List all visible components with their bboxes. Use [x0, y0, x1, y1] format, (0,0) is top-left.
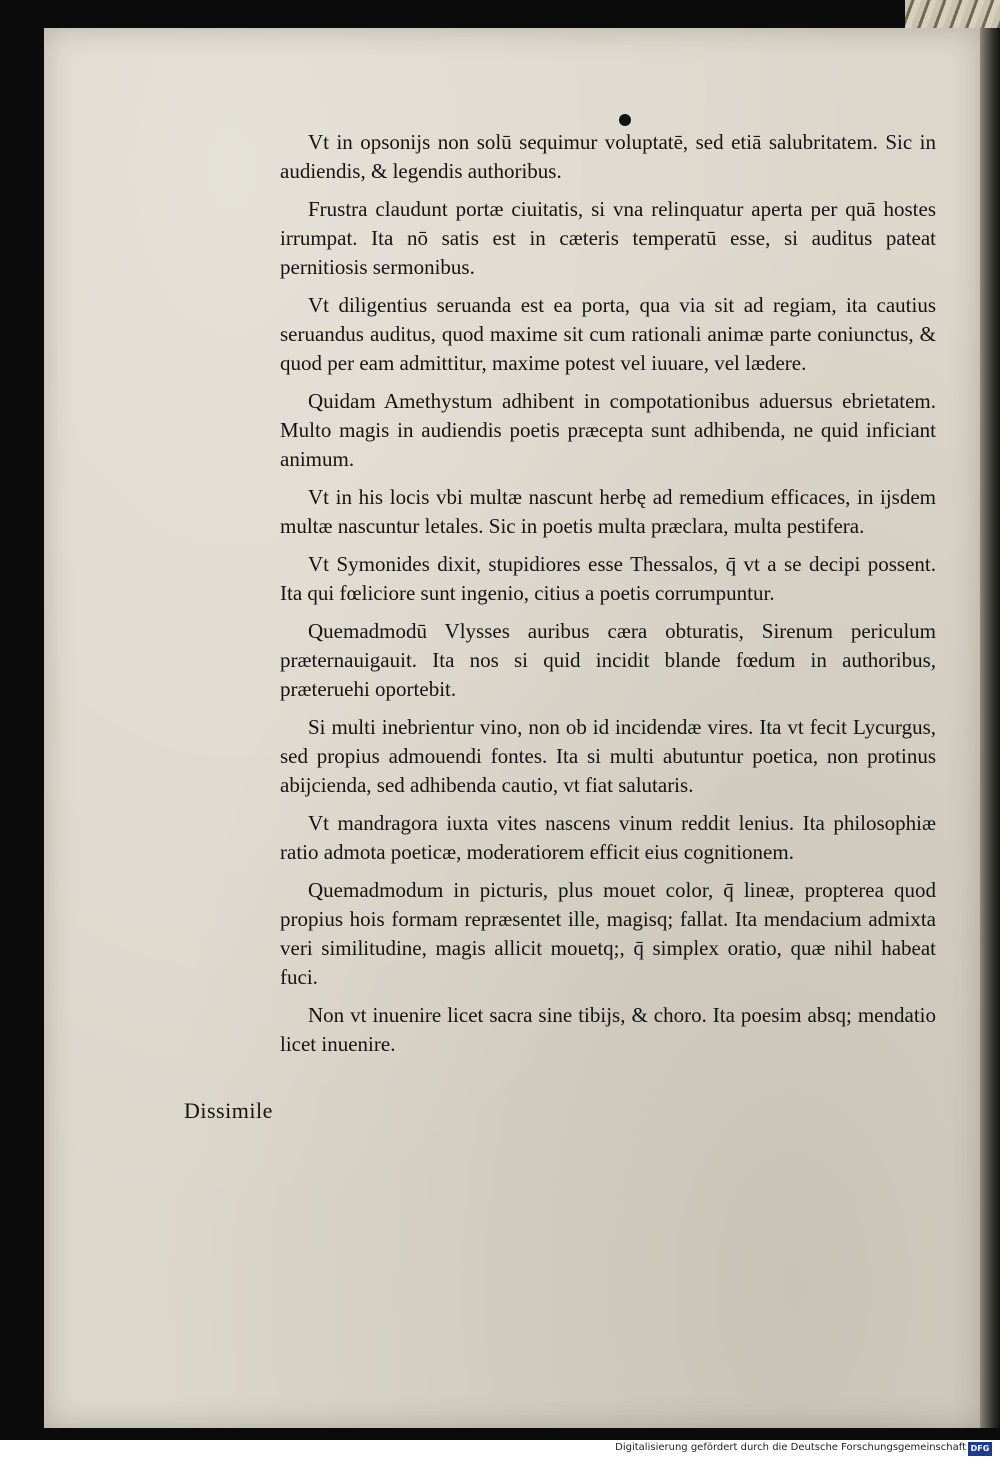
paragraph-1: Vt in opsonijs non solū sequimur voluptatē, sed etiā salubritatem. Sic in audiendis, & legendis authoribus. — [280, 130, 936, 183]
paragraph-10: Quemadmodum in picturis, plus mouet color, q̄ lineæ, propterea quod propius hois formam repræsentet ille, magisq; fallat. Ita mendacium admixta veri similitudine, magis allicit mouetq;, q̄ simplex oratio, quæ nihil habeat fuci. — [280, 878, 936, 989]
paragraph-6: Vt Symonides dixit, stupidiores esse Thessalos, q̄ vt a se decipi possent. Ita qui fœliciore sunt ingenio, citius a poetis corrumpuntur. — [280, 552, 936, 605]
dfg-logo: DFG — [968, 1442, 992, 1456]
ink-dot-mark — [619, 114, 631, 126]
paragraph-5: Vt in his locis vbi multæ nascunt herbę ad remedium efficaces, in ijsdem multæ nascuntur letales. Sic in poetis multa præclara, multa pestifera. — [280, 485, 936, 538]
paragraph-4: Quidam Amethystum adhibent in compotationibus aduersus ebrietatem. Multo magis in audiendis poetis præcepta sunt adhibenda, ne quid inficiant animum. — [280, 389, 936, 471]
paragraph-7: Quemadmodū Vlysses auribus cæra obturatis, Sirenum periculum præternauigauit. Ita nos si quid incidit blande fœdum in authoribus, præteruehi oportebit. — [280, 619, 936, 701]
margin-note: Dissimile — [184, 1098, 273, 1123]
paragraph-9: Vt mandragora iuxta vites nascens vinum reddit lenius. Ita philosophiæ ratio admota poeticæ, moderatiorem efficit eius cognitionem. — [280, 811, 936, 864]
paragraph-11: Non vt inuenire licet sacra sine tibijs, & choro. Ita poesim absq; mendatio licet inuenire. — [280, 1003, 936, 1056]
page-edge-shadow — [980, 28, 1000, 1428]
page-text — [280, 128, 936, 1068]
paragraph-2: Frustra claudunt portæ ciuitatis, si vna relinquatur aperta per quā hostes irrumpat. Ita nō satis est in cæteris temperatū esse, si auditus pateat pernitiosis sermonibus. — [280, 197, 936, 279]
paragraph-8: Si multi inebrientur vino, non ob id incidendæ vires. Ita vt fecit Lycurgus, sed propius admouendi fontes. Ita si multi abutuntur poetica, non protinus abijcienda, sed adhibenda cautio, vt fiat salutaris. — [280, 715, 936, 797]
footer-credit: Digitalisierung gefördert durch die Deutsche Forschungsgemeinschaft — [615, 1442, 966, 1453]
page-corner-decoration — [905, 0, 1000, 28]
paragraph-3: Vt diligentius seruanda est ea porta, qua via sit ad regiam, ita cautius seruandus auditus, quod maxime sit cum rationali animæ parte coniunctus, & quod per eam admittitur, maxime potest vel iuuare, vel lædere. — [280, 293, 936, 375]
